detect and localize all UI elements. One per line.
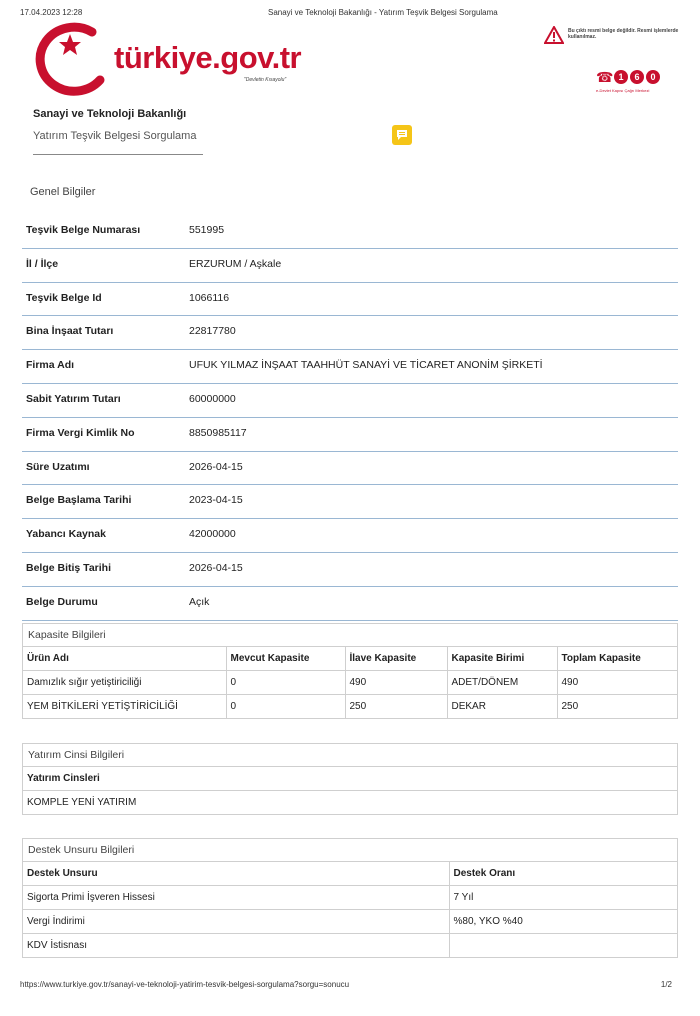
table-row <box>23 791 677 815</box>
hotline-caption: e-Devlet Kapısı Çağrı Merkezi <box>596 88 650 93</box>
table-cell: ADET/DÖNEM <box>447 671 557 695</box>
support-section <box>22 838 678 958</box>
table-row <box>23 671 677 695</box>
print-page-number: 1/2 <box>660 980 672 989</box>
info-value: 1066116 <box>189 291 230 304</box>
general-info-heading: Genel Bilgiler <box>30 186 96 198</box>
table-row <box>23 695 677 719</box>
table-cell <box>449 934 677 958</box>
ministry-name: Sanayi ve Teknoloji Bakanlığı <box>33 108 187 120</box>
info-row <box>22 215 678 249</box>
table-row <box>23 910 677 934</box>
investment-type-section <box>22 743 678 815</box>
print-page-title: Sanayi ve Teknoloji Bakanlığı - Yatırım Teşvik Belgesi Sorgulama <box>268 8 498 17</box>
info-value: 2026-04-15 <box>189 460 243 473</box>
unofficial-document-warning: Bu çıktı resmi belge değildir. Resmi işlemlerde kullanılmaz. <box>568 28 679 40</box>
print-url: https://www.turkiye.gov.tr/sanayi-ve-teknoloji-yatirim-tesvik-belgesi-sorgulama?sorgu=sonucu <box>20 980 350 989</box>
capacity-table <box>23 647 677 718</box>
info-row <box>22 587 678 621</box>
info-row <box>22 249 678 283</box>
site-tagline: "Devletin Kısayolu" <box>244 77 287 83</box>
info-label: Yabancı Kaynak <box>26 528 106 541</box>
table-cell: Damızlık sığır yetiştiriciliği <box>23 671 226 695</box>
capacity-heading: Kapasite Bilgileri <box>23 624 677 647</box>
info-label: Bina İnşaat Tutarı <box>26 325 114 338</box>
info-value: 551995 <box>189 224 225 236</box>
hotline-digit: 6 <box>630 70 644 84</box>
hotline-digit: 0 <box>646 70 660 84</box>
info-row <box>22 350 678 384</box>
column-header: İlave Kapasite <box>345 647 447 671</box>
info-label: Belge Başlama Tarihi <box>26 494 132 507</box>
table-cell: 250 <box>345 695 447 719</box>
support-table <box>23 862 677 957</box>
table-header-row <box>23 767 677 791</box>
title-divider <box>33 154 203 155</box>
table-header-row <box>23 862 677 886</box>
table-row <box>23 934 677 958</box>
info-label: Teşvik Belge Id <box>26 291 102 304</box>
info-value: 60000000 <box>189 392 236 405</box>
info-value: 8850985117 <box>189 426 247 439</box>
info-row <box>22 452 678 486</box>
table-cell: 0 <box>226 671 345 695</box>
info-row <box>22 384 678 418</box>
column-header: Destek Unsuru <box>23 862 449 886</box>
table-cell: Sigorta Primi İşveren Hissesi <box>23 886 449 910</box>
turkiye-logo-icon[interactable] <box>22 22 122 96</box>
table-cell: 490 <box>345 671 447 695</box>
info-value: 42000000 <box>189 528 236 541</box>
info-row <box>22 485 678 519</box>
info-row <box>22 553 678 587</box>
site-logo-text[interactable]: türkiye.gov.tr <box>114 40 302 75</box>
investment-type-table <box>23 767 677 814</box>
table-cell: Vergi İndirimi <box>23 910 449 934</box>
hotline-digit: 1 <box>614 70 628 84</box>
info-value: 22817780 <box>189 325 236 338</box>
info-label: Süre Uzatımı <box>26 460 90 473</box>
table-cell: 490 <box>557 671 677 695</box>
info-row <box>22 519 678 553</box>
investment-type-heading: Yatırım Cinsi Bilgileri <box>23 744 677 767</box>
info-label: Teşvik Belge Numarası <box>26 224 141 236</box>
info-label: Sabit Yatırım Tutarı <box>26 392 121 405</box>
info-value: Açık <box>189 595 210 608</box>
general-info-table <box>22 215 678 621</box>
column-header: Toplam Kapasite <box>557 647 677 671</box>
info-value: UFUK YILMAZ İNŞAAT TAAHHÜT SANAYİ VE TİCARET ANONİM ŞİRKETİ <box>189 359 543 372</box>
info-value: 2026-04-15 <box>189 561 243 574</box>
table-cell: KDV İstisnası <box>23 934 449 958</box>
info-label: Belge Durumu <box>26 595 98 608</box>
info-label: İl / İlçe <box>26 257 59 270</box>
table-cell: 0 <box>226 695 345 719</box>
info-row <box>22 418 678 452</box>
info-row <box>22 316 678 350</box>
print-date: 17.04.2023 12:28 <box>20 8 83 17</box>
phone-icon: ☎ <box>596 69 614 85</box>
info-label: Firma Vergi Kimlik No <box>26 426 135 439</box>
table-cell: %80, YKO %40 <box>449 910 677 934</box>
info-row <box>22 283 678 317</box>
page-title: Yatırım Teşvik Belgesi Sorgulama <box>33 130 197 142</box>
info-value: ERZURUM / Aşkale <box>189 257 282 270</box>
support-heading: Destek Unsuru Bilgileri <box>23 839 677 862</box>
table-cell: 7 Yıl <box>449 886 677 910</box>
site-banner <box>22 22 682 96</box>
table-header-row <box>23 647 677 671</box>
chat-icon[interactable] <box>392 125 412 145</box>
column-header: Destek Oranı <box>449 862 677 886</box>
table-cell: DEKAR <box>447 695 557 719</box>
table-cell: YEM BİTKİLERİ YETİŞTİRİCİLİĞİ <box>23 695 226 719</box>
column-header: Kapasite Birimi <box>447 647 557 671</box>
table-cell: 250 <box>557 695 677 719</box>
table-cell: KOMPLE YENİ YATIRIM <box>23 791 677 815</box>
info-label: Firma Adı <box>26 359 75 372</box>
info-value: 2023-04-15 <box>189 494 243 507</box>
capacity-section <box>22 623 678 719</box>
column-header: Mevcut Kapasite <box>226 647 345 671</box>
warning-icon <box>544 26 564 44</box>
table-row <box>23 886 677 910</box>
column-header: Yatırım Cinsleri <box>23 767 677 791</box>
info-label: Belge Bitiş Tarihi <box>26 561 111 574</box>
column-header: Ürün Adı <box>23 647 226 671</box>
